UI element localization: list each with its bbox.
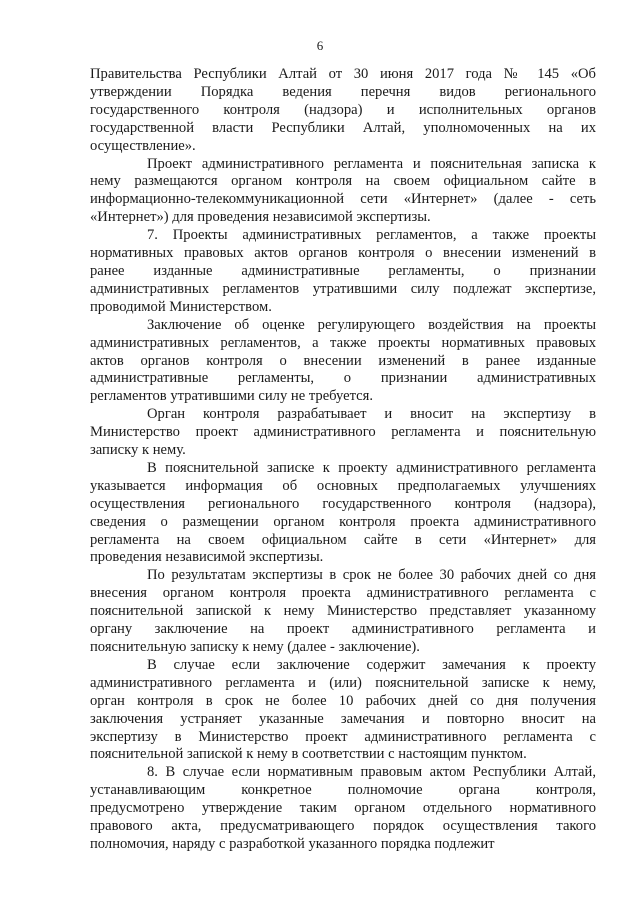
paragraph-line: внесения органом контроля проекта административного регламента с	[90, 585, 596, 602]
paragraph	[90, 764, 596, 854]
paragraph-line: пояснительной запиской к нему Министерство представляет указанному	[90, 603, 596, 620]
paragraph-line: сведения о размещении органом контроля проекта административного	[90, 513, 596, 530]
paragraph-line: Министерство проект административного регламента и пояснительную	[90, 424, 596, 441]
paragraph-line: предусмотрено утверждение таким органом отдельного нормативного	[90, 800, 596, 817]
paragraph-line: проведения независимой экспертизы.	[90, 549, 324, 566]
paragraph	[90, 227, 596, 317]
paragraph-line: правового акта, предусматривающего порядок осуществления такого	[90, 818, 596, 835]
paragraph-line: пояснительную записку к нему (далее - заключение).	[90, 639, 420, 655]
paragraph-line: административные регламенты, о признании административных	[90, 370, 596, 387]
paragraph-line: 7. Проекты административных регламентов, а также проекты	[147, 227, 596, 244]
paragraph-line: пояснительной запиской к нему в соответствии с настоящим пунктом.	[90, 746, 527, 763]
paragraph-line: административных регламентов, а также проекты нормативных правовых	[90, 334, 596, 351]
paragraph-line: устанавливающим конкретное полномочие органа контроля,	[90, 782, 596, 799]
paragraph-line: ранее изданные административные регламенты, о признании	[90, 262, 596, 279]
paragraph-line: административных регламентов утратившими силу подлежат экспертизе,	[90, 280, 596, 297]
paragraph	[90, 567, 596, 657]
paragraph-line: осуществления регионального государственного контроля (надзора),	[90, 495, 596, 512]
document-body	[90, 66, 596, 854]
paragraph-line: Правительства Республики Алтай от 30 июня 2017 года № 145 «Об	[90, 66, 596, 82]
paragraph-line: информационно-телекоммуникационной сети «Интернет» (далее - сеть	[90, 191, 596, 208]
paragraph-line: административного регламента и (или) пояснительной записке к нему,	[90, 674, 596, 691]
paragraph-line: государственной власти Республики Алтай, уполномоченных на их	[90, 119, 596, 136]
paragraph-line: нему размещаются органом контроля на своем официальном сайте в	[90, 173, 596, 190]
page-number: 6	[316, 38, 324, 53]
paragraph-line: В случае если заключение содержит замечания к проекту	[147, 656, 596, 673]
paragraph-line: осуществление».	[90, 137, 196, 154]
paragraph-line: Проект административного регламента и пояснительная записка к	[147, 155, 596, 172]
paragraph-line: заключения устраняет указанные замечания и повторно вносит на	[90, 710, 596, 727]
paragraph-line: органу заключение на проект административного регламента и	[90, 621, 596, 638]
paragraph-line: «Интернет») для проведения независимой экспертизы.	[90, 209, 431, 226]
paragraph-line: экспертизу в Министерство проект административного регламента с	[90, 728, 596, 745]
paragraph	[90, 317, 596, 407]
paragraph-line: регламента на своем официальном сайте в сети «Интернет» для	[90, 531, 596, 548]
paragraph-line: орган контроля в срок не более 10 рабочих дней со дня получения	[90, 692, 596, 709]
paragraph-line: указывается информация об основных предполагаемых улучшениях	[90, 477, 596, 494]
paragraph	[90, 66, 596, 156]
paragraph-line: 8. В случае если нормативным правовым актом Республики Алтай,	[147, 764, 596, 781]
paragraph-line: полномочия, наряду с разработкой указанного порядка подлежит	[90, 835, 495, 852]
paragraph-line: утверждении Порядка ведения перечня видов регионального	[90, 83, 596, 100]
paragraph-line: нормативных правовых актов органов контроля о внесении изменений в	[90, 245, 596, 262]
paragraph	[90, 460, 596, 567]
paragraph-line: актов органов контроля о внесении изменений в ранее изданные	[90, 352, 596, 369]
paragraph-line: проводимой Министерством.	[90, 298, 272, 315]
paragraph-line: Заключение об оценке регулирующего воздействия на проекты	[147, 316, 596, 333]
paragraph-line: Орган контроля разрабатывает и вносит на экспертизу в	[147, 406, 596, 423]
paragraph-line: записку к нему.	[90, 442, 186, 459]
paragraph-line: По результатам экспертизы в срок не более 30 рабочих дней со дня	[147, 567, 596, 584]
paragraph	[90, 156, 596, 228]
paragraph-line: В пояснительной записке к проекту административного регламента	[147, 459, 596, 476]
paragraph	[90, 657, 596, 764]
paragraph-line: регламентов утратившими силу не требуется.	[90, 388, 374, 405]
paragraph	[90, 406, 596, 460]
paragraph-line: государственного контроля (надзора) и исполнительных органов	[90, 101, 596, 118]
